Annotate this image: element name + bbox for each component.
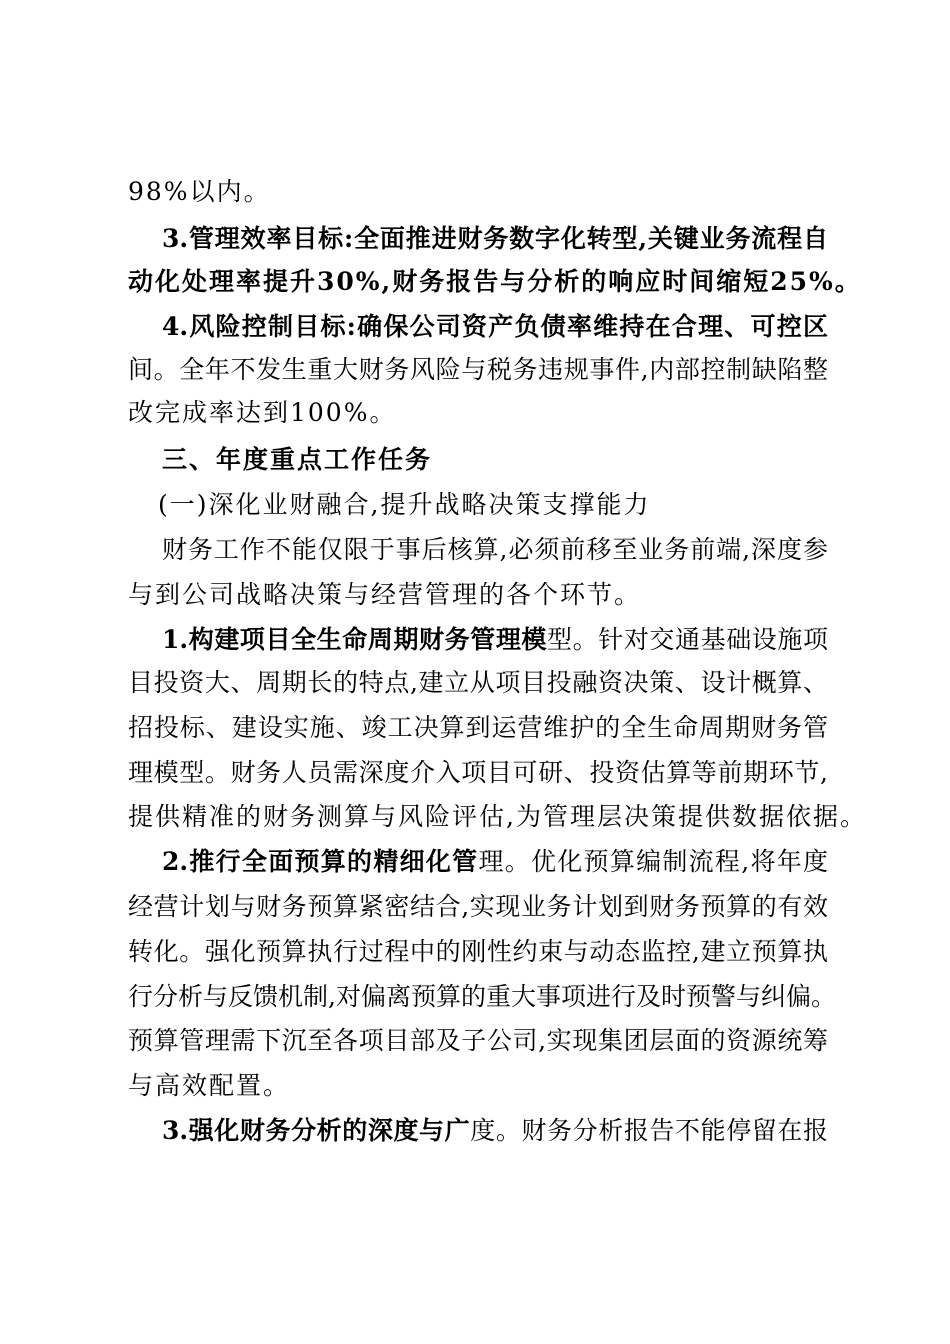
paragraph-line [128, 977, 836, 1017]
paragraph-line [128, 797, 867, 837]
line-text: 经营计划与财务预算紧密结合,实现业务计划到财务预算的有效 [128, 892, 828, 921]
paragraph-line [128, 575, 828, 615]
paragraph-line [128, 350, 828, 390]
line-text: 98%以内。 [128, 177, 271, 206]
bold-text: 4.风险控制目标:确保公司资产负债率维持在合理、可控区 [162, 312, 828, 341]
paragraph-line [128, 663, 828, 703]
line-text: 理模型。财务人员需深度介入项目可研、投资估算等前期环节, [128, 758, 828, 787]
paragraph-line [128, 393, 828, 433]
bold-text: 动化处理率提升30%,财务报告与分析的响应时间缩短25%。 [128, 267, 862, 296]
bold-text: 3.管理效率目标:全面推进财务数字化转型,关键业务流程自 [162, 224, 828, 253]
item-1-line [162, 620, 828, 660]
paragraph-line [128, 932, 828, 972]
line-text: 财务工作不能仅限于事后核算,必须前移至业务前端,深度参 [162, 535, 828, 564]
line-text: 改完成率达到100%。 [128, 398, 397, 427]
line-text: 转化。强化预算执行过程中的刚性约束与动态监控,建立预算执 [128, 937, 828, 966]
risk-target-line [162, 307, 828, 347]
bold-text: 3.强化财务分析的深度与广 [162, 1116, 471, 1145]
line-text: 理。优化预算编制流程,将年度 [478, 847, 828, 876]
section-heading-text: 三、年度重点工作任务 [162, 445, 433, 474]
line-text: 目投资大、周期长的特点,建立从项目投融资决策、设计概算、 [128, 668, 828, 697]
subsection-heading-text: (一)深化业财融合,提升战略决策支撑能力 [158, 490, 651, 519]
line-text: 预算管理需下沉至各项目部及子公司,实现集团层面的资源统筹 [128, 1026, 828, 1055]
paragraph-line [162, 530, 828, 570]
section-heading [162, 440, 828, 480]
line-text: 与到公司战略决策与经营管理的各个环节。 [128, 580, 642, 609]
efficiency-target-line [162, 219, 828, 259]
line-text: 提供精准的财务测算与风险评估,为管理层决策提供数据依据。 [128, 802, 867, 831]
line-text: 间。全年不发生重大财务风险与税务违规事件,内部控制缺陷整 [128, 355, 828, 384]
item-2-line [162, 842, 828, 882]
line-text: 度。财务分析报告不能停留在报 [470, 1116, 828, 1145]
line-text: 招投标、建设实施、竣工决算到运营维护的全生命周期财务管 [128, 713, 828, 742]
paragraph-line [128, 887, 828, 927]
subsection-heading [158, 485, 824, 525]
line-text: 与高效配置。 [128, 1071, 291, 1100]
paragraph-line [128, 1021, 828, 1061]
bold-text: 1.构建项目全生命周期财务管理模 [162, 625, 548, 654]
efficiency-target-line [128, 262, 862, 302]
bold-text: 2.推行全面预算的精细化管 [162, 847, 479, 876]
line-text: 行分析与反馈机制,对偏离预算的重大事项进行及时预警与纠偏。 [128, 982, 836, 1011]
paragraph-line [128, 172, 828, 212]
item-3-line [162, 1111, 828, 1151]
paragraph-line [128, 753, 828, 793]
paragraph-line [128, 708, 828, 748]
line-text: 型。针对交通基础设施项 [547, 625, 828, 654]
paragraph-line [128, 1066, 828, 1106]
